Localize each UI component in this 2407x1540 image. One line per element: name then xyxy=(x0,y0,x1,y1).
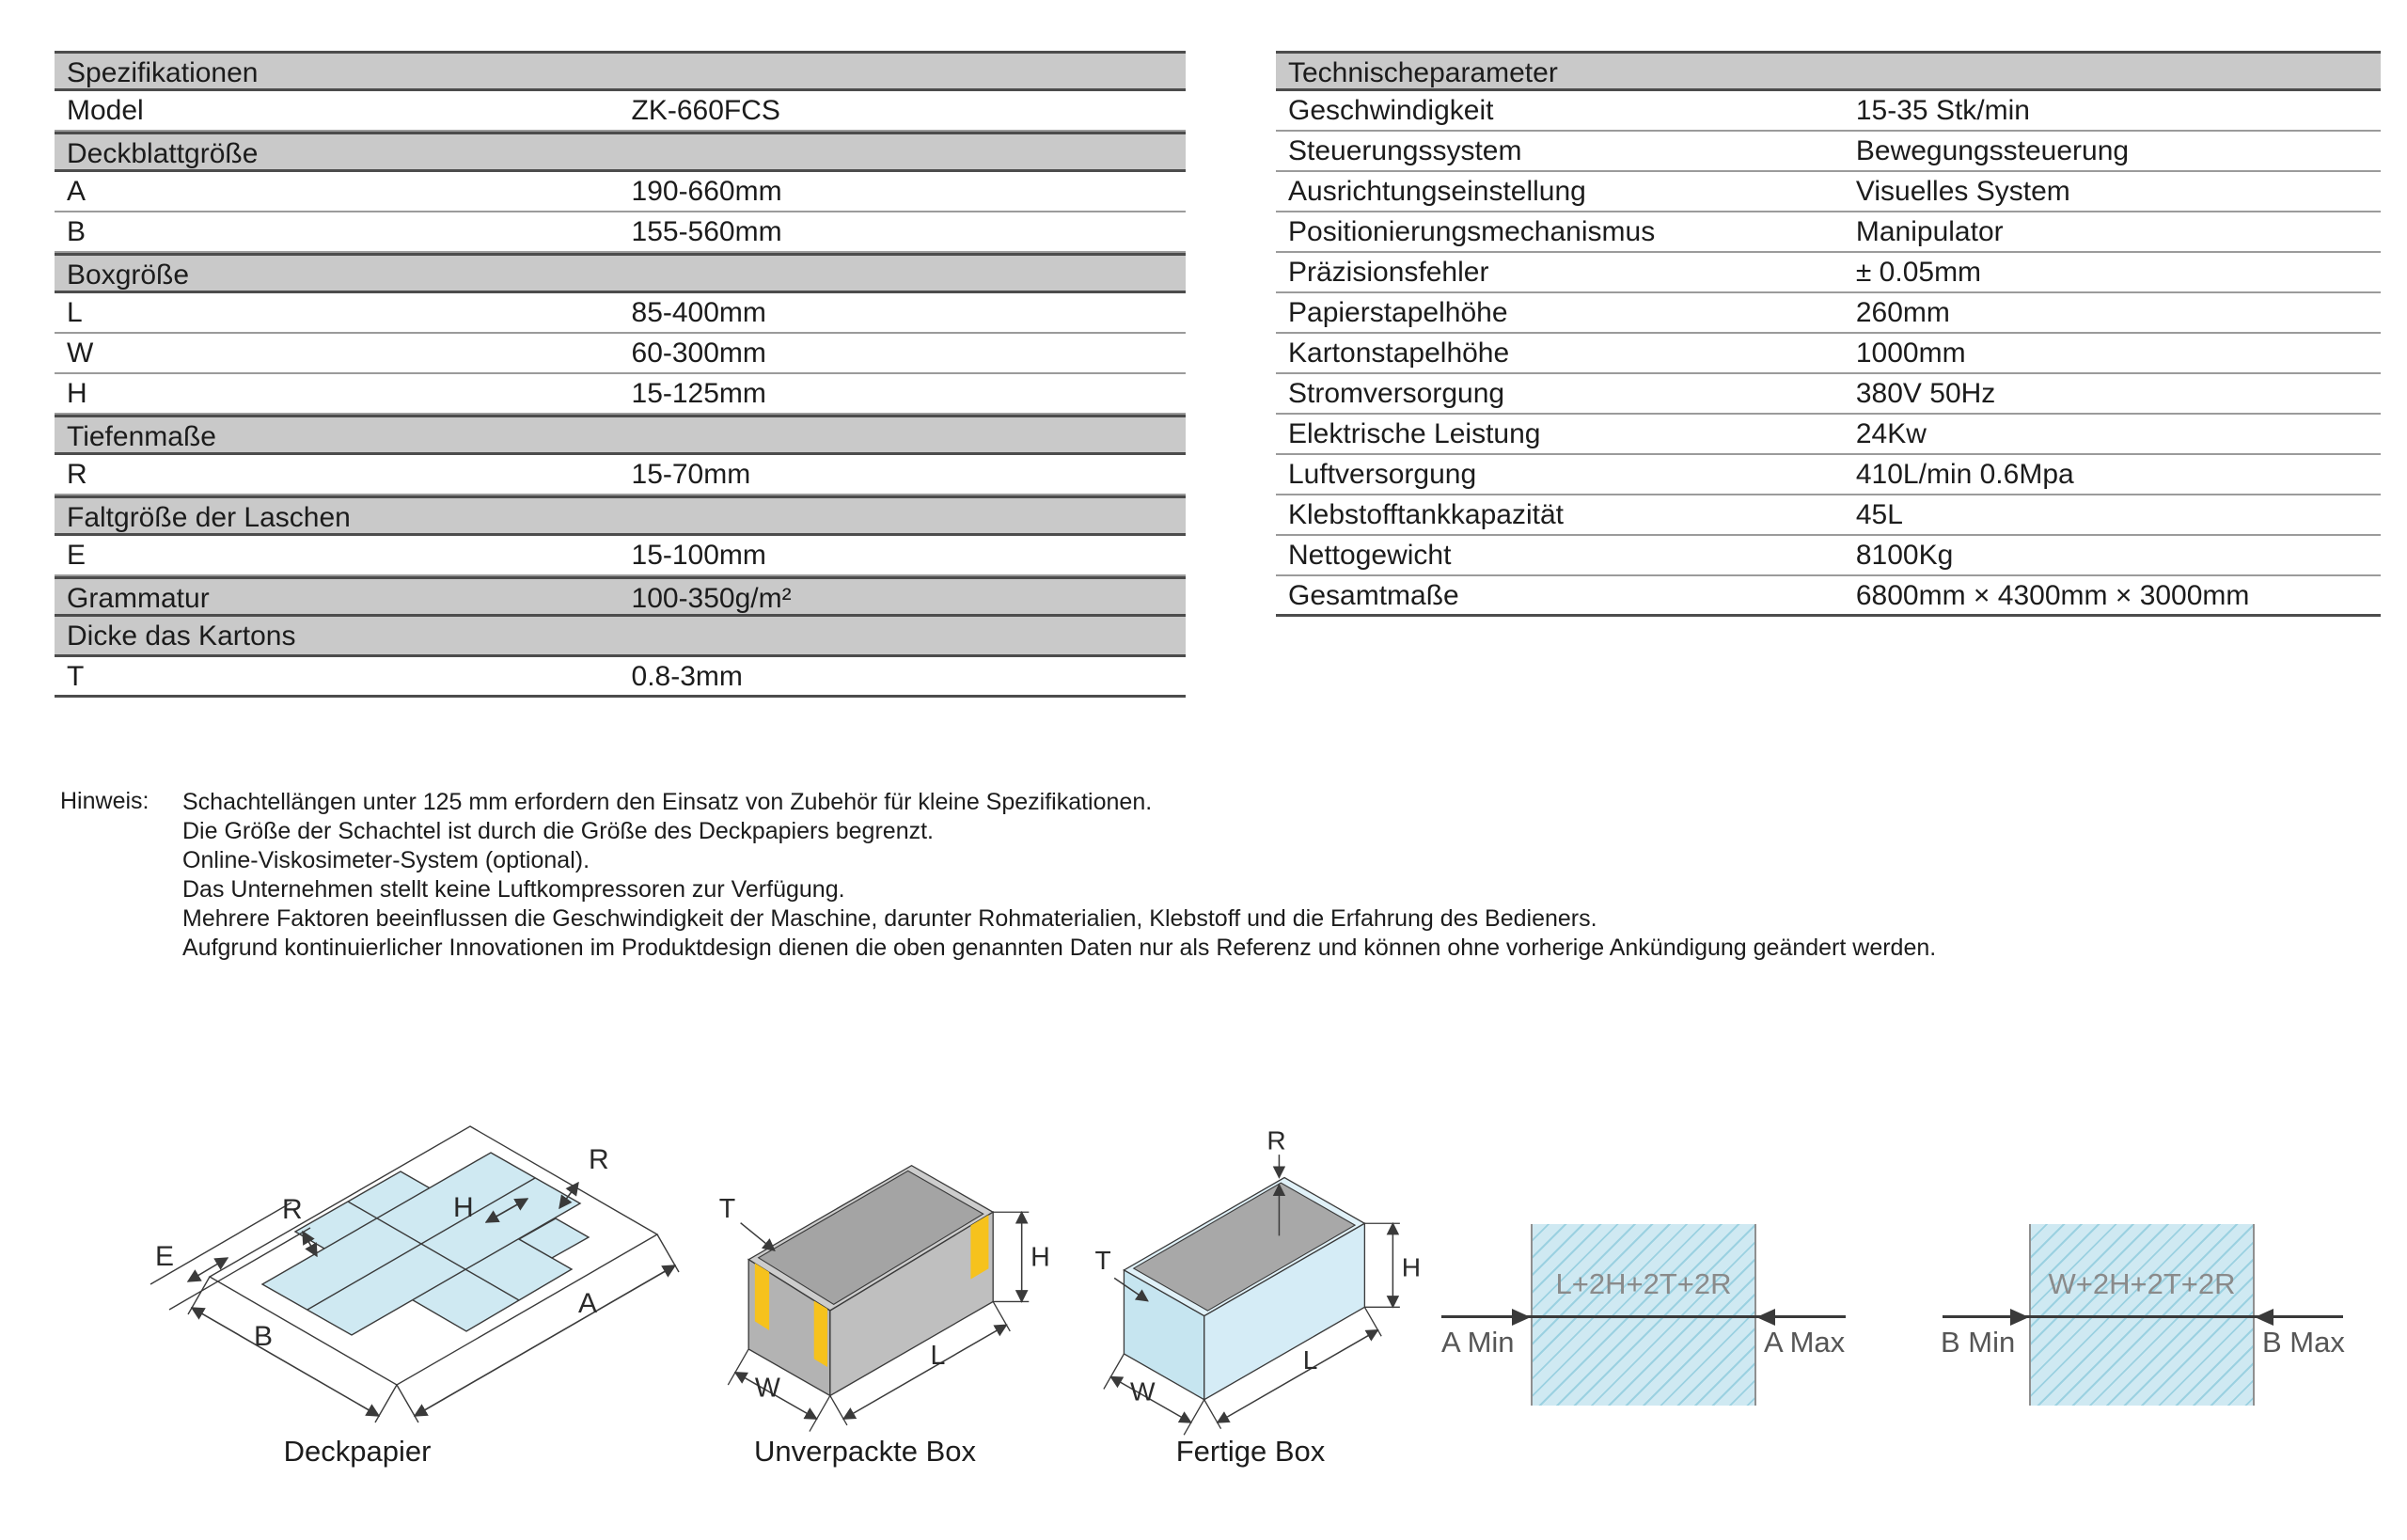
finished-box-diagram xyxy=(1072,1125,1442,1438)
param-table-title: Technischeparameter xyxy=(1288,57,1558,88)
range-a-min-label: A Min xyxy=(1441,1326,1515,1359)
note-line: Schachtellängen unter 125 mm erfordern den Einsatz von Zubehör für kleine Spezifikationen. xyxy=(182,789,1153,815)
range-b-line xyxy=(1943,1315,2343,1318)
row-label: Grammatur xyxy=(67,583,210,614)
row-label: R xyxy=(67,459,87,490)
note-line: Aufgrund kontinuierlicher Innovationen im Produktdesign dienen die oben genannten Daten nur als Referenz und können ohne vorherige Ankündigung geändert werden. xyxy=(182,935,1937,961)
section-label: Tiefenmaße xyxy=(67,421,216,452)
row-value: 260mm xyxy=(1855,297,1950,328)
dim-h-label: H xyxy=(1401,1252,1422,1282)
table-row xyxy=(1276,334,2381,374)
dim-r-right xyxy=(559,1144,609,1208)
row-value: 15-100mm xyxy=(631,540,766,571)
row-label: Geschwindigkeit xyxy=(1288,95,1494,126)
dim-h xyxy=(993,1212,1050,1301)
row-value: 8100Kg xyxy=(1855,540,1954,571)
row-label: Stromversorgung xyxy=(1288,378,1505,409)
table-row xyxy=(1276,576,2381,617)
table-row xyxy=(55,91,1186,132)
table-row xyxy=(55,172,1186,212)
table-row xyxy=(55,374,1186,415)
table-row xyxy=(55,536,1186,576)
row-value: 380V 50Hz xyxy=(1855,378,1996,409)
row-label: Steuerungssystem xyxy=(1288,135,1522,166)
row-value: 155-560mm xyxy=(631,216,782,247)
row-label: L xyxy=(67,297,83,328)
table-row xyxy=(55,657,1186,698)
dim-r-right-label: R xyxy=(589,1144,609,1175)
row-label: T xyxy=(67,661,85,692)
table-row xyxy=(1276,455,2381,495)
row-value: 15-125mm xyxy=(631,378,766,409)
section-row xyxy=(55,253,1186,293)
section-row xyxy=(55,132,1186,172)
table-row xyxy=(1276,374,2381,415)
row-value: 45L xyxy=(1855,499,1903,530)
dim-e-label: E xyxy=(155,1241,175,1272)
row-value: 100-350g/m² xyxy=(631,583,792,614)
section-label: Boxgröße xyxy=(67,259,190,291)
glue-strip xyxy=(970,1215,988,1280)
dim-t xyxy=(719,1194,775,1250)
dim-h xyxy=(1364,1223,1421,1307)
table-row xyxy=(1276,293,2381,334)
note-line: Das Unternehmen stellt keine Luftkompressoren zur Verfügung. xyxy=(182,876,845,903)
row-label: Elektrische Leistung xyxy=(1288,418,1541,449)
table-row xyxy=(1276,495,2381,536)
unfold-pattern xyxy=(262,1153,589,1335)
row-value: Visuelles System xyxy=(1855,176,2070,207)
row-label: A xyxy=(67,176,87,207)
row-label: Kartonstapelhöhe xyxy=(1288,338,1510,369)
section-row xyxy=(55,415,1186,455)
row-label: Ausrichtungseinstellung xyxy=(1288,176,1586,207)
box-body xyxy=(1124,1178,1364,1400)
row-value: 410L/min 0.6Mpa xyxy=(1855,459,2074,490)
param-table-title-row xyxy=(1276,51,2381,91)
finished-box-caption: Fertige Box xyxy=(1175,1435,1326,1468)
section-row xyxy=(55,495,1186,536)
deckpapier-caption: Deckpapier xyxy=(283,1435,432,1468)
table-row xyxy=(55,576,1186,617)
row-value: 85-400mm xyxy=(631,297,766,328)
notes-label: Hinweis: xyxy=(60,788,149,814)
dim-h-label: H xyxy=(453,1192,474,1223)
deckpapier-diagram xyxy=(66,1117,677,1441)
row-value: Bewegungssteuerung xyxy=(1855,135,2130,166)
dim-b-label: B xyxy=(254,1321,274,1352)
table-row xyxy=(55,212,1186,253)
arrow-left-icon xyxy=(2255,1309,2273,1326)
glue-strip xyxy=(755,1264,769,1330)
dim-t-label: T xyxy=(718,1193,736,1224)
section-label: Faltgröße der Laschen xyxy=(67,502,351,533)
row-value: 15-70mm xyxy=(631,459,751,490)
range-b-formula: W+2H+2T+2R xyxy=(2048,1267,2236,1300)
row-label: Klebstofftankkapazität xyxy=(1288,499,1564,530)
arrow-right-icon xyxy=(1512,1309,1531,1326)
param-table xyxy=(1276,51,2381,617)
row-value: ZK-660FCS xyxy=(631,95,780,126)
row-label: Positionierungsmechanismus xyxy=(1288,216,1656,247)
row-value: 24Kw xyxy=(1855,418,1927,449)
row-label: W xyxy=(67,338,94,369)
dim-a-label: A xyxy=(578,1288,598,1319)
row-value: 60-300mm xyxy=(631,338,766,369)
table-row xyxy=(1276,415,2381,455)
table-row xyxy=(1276,172,2381,212)
row-value: ± 0.05mm xyxy=(1855,257,1982,288)
dim-l-label: L xyxy=(1302,1344,1318,1375)
row-label: Gesamtmaße xyxy=(1288,580,1459,611)
table-row xyxy=(55,455,1186,495)
box-body xyxy=(748,1166,993,1396)
row-value: 1000mm xyxy=(1855,338,1966,369)
row-value: 190-660mm xyxy=(631,176,782,207)
row-label: H xyxy=(67,378,87,409)
dim-r-label: R xyxy=(1266,1125,1286,1155)
row-label: Präzisionsfehler xyxy=(1288,257,1489,288)
notes-list xyxy=(182,788,1936,963)
dim-r-left-label: R xyxy=(282,1194,303,1225)
arrow-left-icon xyxy=(1756,1309,1775,1326)
table-row xyxy=(55,293,1186,334)
row-label: Nettogewicht xyxy=(1288,540,1452,571)
dim-h-label: H xyxy=(1030,1242,1050,1273)
range-a-max-label: A Max xyxy=(1764,1326,1846,1359)
table-row xyxy=(1276,91,2381,132)
range-a-formula: L+2H+2T+2R xyxy=(1555,1267,1732,1300)
row-label: E xyxy=(67,540,87,571)
spec-table-title-row xyxy=(55,51,1186,91)
unpacked-box-diagram xyxy=(696,1158,1072,1463)
glue-strip xyxy=(814,1301,827,1367)
row-label: Model xyxy=(67,95,144,126)
section-label: Dicke das Kartons xyxy=(67,621,296,652)
table-row xyxy=(55,334,1186,374)
table-row xyxy=(1276,536,2381,576)
row-label: Luftversorgung xyxy=(1288,459,1477,490)
dim-w-label: W xyxy=(1130,1376,1156,1406)
dim-l-label: L xyxy=(930,1341,946,1372)
note-line: Mehrere Faktoren beeinflussen die Geschwindigkeit der Maschine, darunter Rohmaterialien, Klebstoff und die Erfahrung des Bedieners. xyxy=(182,905,1597,932)
section-row xyxy=(55,617,1186,657)
range-a-line xyxy=(1441,1315,1846,1318)
dim-t-label: T xyxy=(1094,1246,1111,1275)
row-label: B xyxy=(67,216,87,247)
note-line: Online-Viskosimeter-System (optional). xyxy=(182,847,590,873)
row-value: Manipulator xyxy=(1855,216,2004,247)
note-line: Die Größe der Schachtel ist durch die Größe des Deckpapiers begrenzt. xyxy=(182,818,934,844)
unpacked-box-caption: Unverpackte Box xyxy=(753,1435,977,1468)
section-label: Deckblattgröße xyxy=(67,138,259,169)
row-value: 15-35 Stk/min xyxy=(1855,95,2030,126)
arrow-right-icon xyxy=(2010,1309,2029,1326)
range-b-max-label: B Max xyxy=(2262,1326,2345,1359)
row-label: Papierstapelhöhe xyxy=(1288,297,1508,328)
range-b-min-label: B Min xyxy=(1941,1326,2016,1359)
dim-w-label: W xyxy=(754,1373,780,1404)
row-value: 6800mm × 4300mm × 3000mm xyxy=(1855,580,2250,611)
table-row xyxy=(1276,132,2381,172)
table-row xyxy=(1276,253,2381,293)
spec-table-title: Spezifikationen xyxy=(67,57,259,88)
table-row xyxy=(1276,212,2381,253)
spec-table xyxy=(55,51,1186,698)
row-value: 0.8-3mm xyxy=(631,661,743,692)
